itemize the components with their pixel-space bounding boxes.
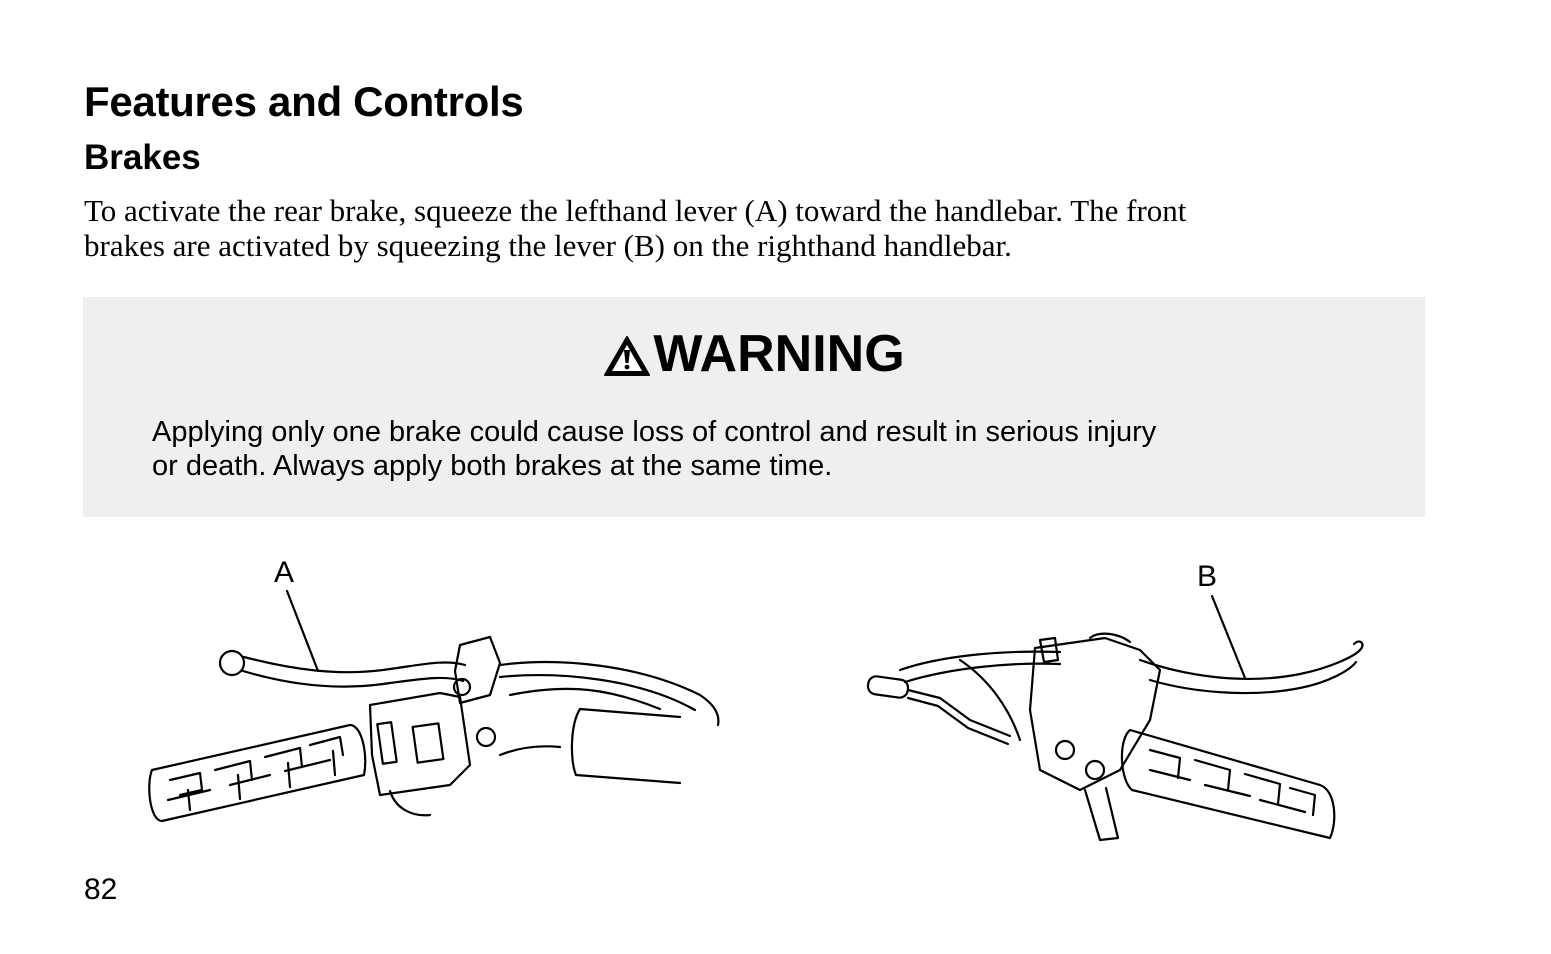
warning-box: [83, 297, 1425, 517]
subsection-title: Brakes: [84, 138, 201, 177]
left-handlebar-illustration: [140, 585, 740, 835]
warning-line: Applying only one brake could cause loss of control and result in serious injury: [152, 416, 1157, 448]
warning-line: or death. Always apply both brakes at the same time.: [152, 450, 833, 482]
body-line: brakes are activated by squeezing the lever (B) on the righthand handlebar.: [84, 228, 1012, 263]
body-line: To activate the rear brake, squeeze the lefthand lever (A) toward the handlebar. The front: [84, 193, 1187, 228]
section-title: Features and Controls: [84, 78, 524, 125]
warning-triangle-icon: [603, 335, 651, 377]
warning-heading-text: WARNING: [653, 325, 905, 383]
figure-label-b: B: [1197, 560, 1218, 593]
right-handlebar-illustration: [860, 590, 1380, 850]
figure-label-a: A: [274, 556, 295, 589]
warning-text: [152, 415, 1156, 483]
body-paragraph: [84, 193, 1444, 263]
warning-heading: [83, 324, 1425, 384]
page-number: 82: [84, 873, 118, 906]
